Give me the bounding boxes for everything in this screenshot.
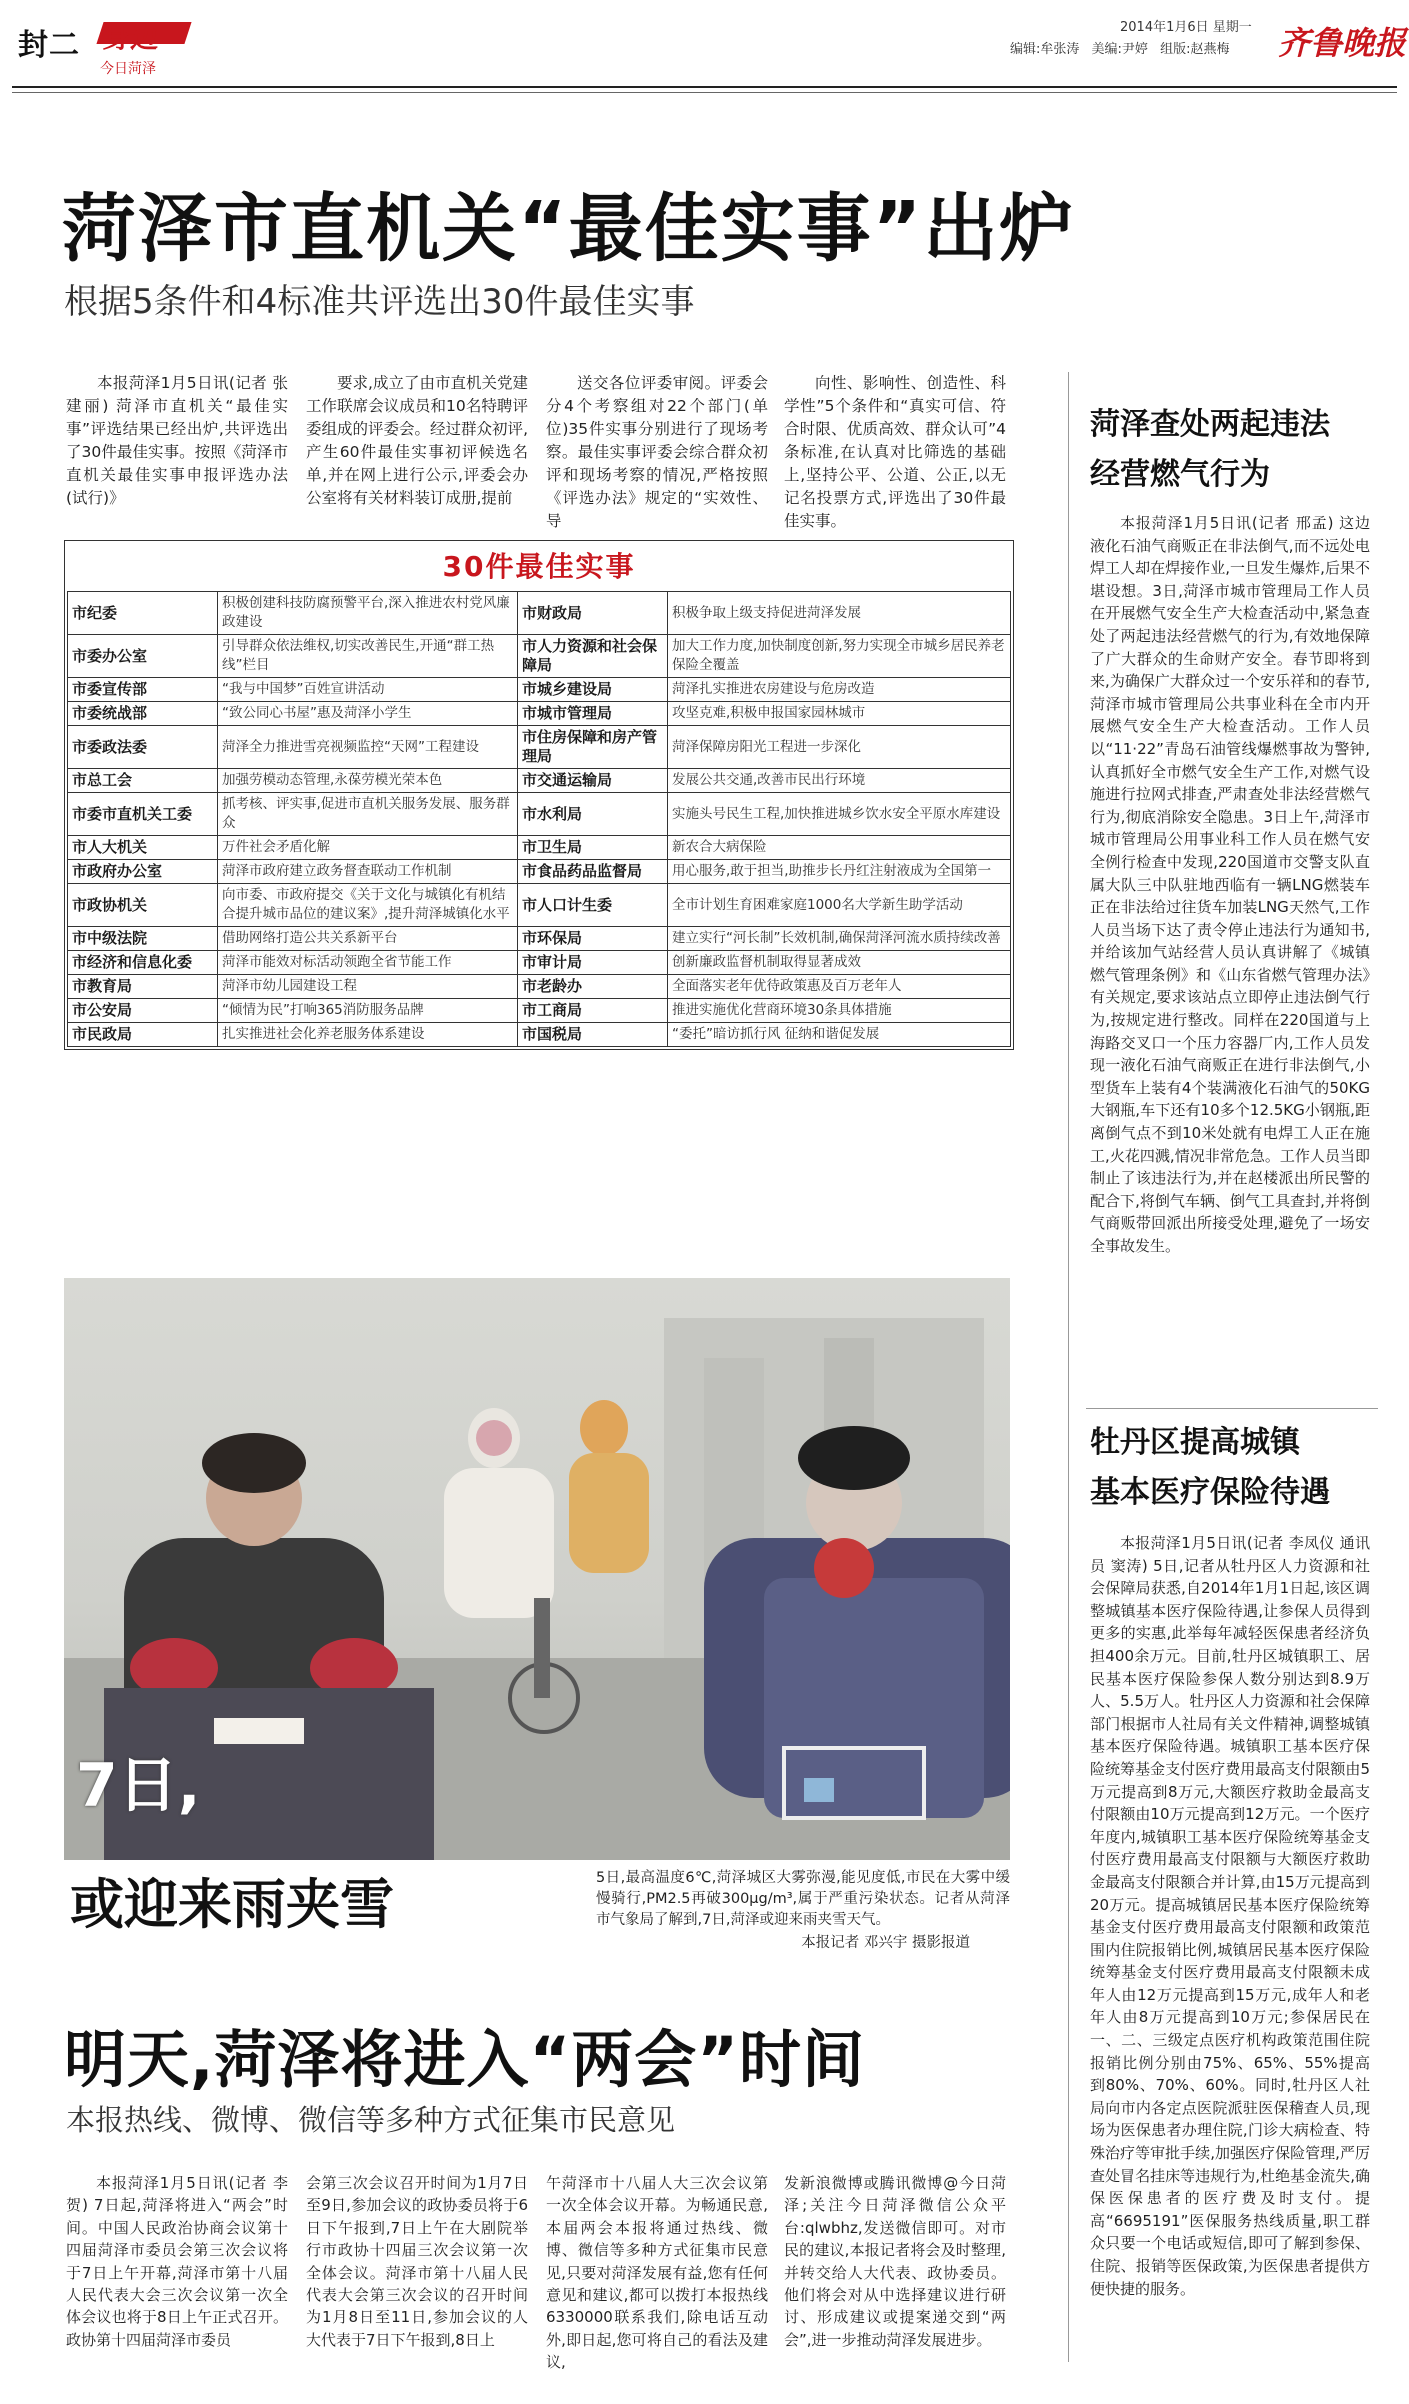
table-cell-department: 市纪委 bbox=[68, 592, 218, 635]
table-cell-department: 市政府办公室 bbox=[68, 860, 218, 884]
table-cell-department: 市人口计生委 bbox=[518, 884, 668, 927]
sidebar-separator bbox=[1086, 1408, 1378, 1409]
table-cell-department: 市委办公室 bbox=[68, 635, 218, 678]
table-row bbox=[68, 702, 1011, 726]
section-label: 封二 bbox=[18, 28, 80, 63]
table-cell-department: 市住房保障和房产管理局 bbox=[518, 726, 668, 769]
table-cell-deed: “致公同心书屋”惠及菏泽小学生 bbox=[218, 702, 518, 726]
weather-big-title-1: 7日, bbox=[76, 1751, 201, 1821]
table-cell-deed: 全市计划生育困难家庭1000名大学新生助学活动 bbox=[668, 884, 1011, 927]
table-cell-deed: 全面落实老年优待政策惠及百万老年人 bbox=[668, 975, 1011, 999]
table-cell-deed: 加大工作力度,加快制度创新,努力实现全市城乡居民养老保险全覆盖 bbox=[668, 635, 1011, 678]
bottom-column-3: 午菏泽市十八届人大三次会议第一次全体会议开幕。为畅通民意,本届两会本报将通过热线、微博、微信等多种方式征集市民意见,只要对菏泽发展有益,您有任何意见和建议,都可以拨打本报热线6330000联系我们,除电话互动外,即日起,您可将自己的看法及建议, bbox=[546, 2174, 768, 2372]
masthead bbox=[0, 0, 1409, 90]
table-cell-deed: 向市委、市政府提交《关于文化与城镇化有机结合提升城市品位的建议案》,提升菏泽城镇化水平 bbox=[218, 884, 518, 927]
sidebar2-body: 本报菏泽1月5日讯(记者 李凤仪 通讯员 窦涛) 5日,记者从牡丹区人力资源和社会保障局获悉,自2014年1月1日起,该区调整城镇基本医疗保险待遇,让参保人员得到更多的实惠,此举每年减轻医保患者经济负担400余万元。目前,牡丹区城镇职工、居民基本医疗保险参保人数分别达到8.9万人、5.5万人。牡丹区人力资源和社会保障部门根据市人社局有关文件精神,调整城镇基本医疗保险待遇。城镇职工基本医疗保险统筹基金支付医疗费用最高支付限额由5万元提高到8万元,大额医疗救助金最高支付限额由10万元提高到12万元。一个医疗年度内,城镇职工基本医疗保险统筹基金支付医疗费用最高支付限额与大额医疗救助金最高支付限额合并计算,由15万元提高到20万元。提高城镇居民基本医疗保险统筹基金支付医疗费用最高支付限额和政策范围内住院报销比例,城镇居民基本医疗保险统筹基金支付医疗费用最高支付限额未成年人由12万元提高到15万元,成年人和老年人由8万元提高到10万元;参保居民在一、二、三级定点医疗机构政策范围住院报销比例分别由75%、65%、55%提高到80%、70%、60%。同时,牡丹区人社局向市内各定点医院派驻医保稽查人员,现场为医保患者办理住院,门诊大病检查、特殊治疗等审批手续,加强医疗保险管理,严厉查处冒名挂床等违规行为,杜绝基金流失,确保医保患者的医疗费及时支付。提高“6695191”医保服务热线质量,职工群众只要一个电话或短信,即可了解到参保、住院、报销等医保政策,为医保患者提供方便快捷的服务。 bbox=[1090, 1534, 1370, 2298]
table-cell-department: 市委宣传部 bbox=[68, 678, 218, 702]
table-cell-deed: 引导群众依法维权,切实改善民生,开通“群工热线”栏目 bbox=[218, 635, 518, 678]
table-row bbox=[68, 836, 1011, 860]
table-cell-department: 市卫生局 bbox=[518, 836, 668, 860]
masthead-rule bbox=[12, 86, 1397, 88]
table-cell-deed: “委托”暗访抓行风 征纳和谐促发展 bbox=[668, 1023, 1011, 1047]
table-cell-deed: 菏泽市能效对标活动领跑全省节能工作 bbox=[218, 951, 518, 975]
main-subheadline: 根据5条件和4标准共评选出30件最佳实事 bbox=[64, 282, 695, 322]
sidebar2-title: 牡丹区提高城镇 基本医疗保险待遇 bbox=[1090, 1425, 1330, 1510]
section-tag: 身边 今日菏泽 bbox=[82, 14, 192, 70]
table-row bbox=[68, 793, 1011, 836]
bottom-subheadline: 本报热线、微博、微信等多种方式征集市民意见 bbox=[66, 2103, 676, 2137]
table-row bbox=[68, 927, 1011, 951]
table-cell-deed: 抓考核、评实事,促进市直机关服务发展、服务群众 bbox=[218, 793, 518, 836]
table-cell-deed: 菏泽全力推进雪亮视频监控“天网”工程建设 bbox=[218, 726, 518, 769]
table-cell-department: 市食品药品监督局 bbox=[518, 860, 668, 884]
table-cell-department: 市工商局 bbox=[518, 999, 668, 1023]
table-cell-deed: 菏泽市幼儿园建设工程 bbox=[218, 975, 518, 999]
table-cell-deed: 万件社会矛盾化解 bbox=[218, 836, 518, 860]
table-cell-department: 市城乡建设局 bbox=[518, 678, 668, 702]
lead-column-4: 向性、影响性、创造性、科学性”5个条件和“真实可信、符合时限、优质高效、群众认可”4条标准,在认真对比筛选的基础上,坚持公平、公道、公正,以无记名投票方式,评选出了30件最佳实事。 bbox=[784, 374, 1006, 530]
table-cell-deed: 菏泽市政府建立政务督查联动工作机制 bbox=[218, 860, 518, 884]
table-row bbox=[68, 860, 1011, 884]
sidebar-divider bbox=[1068, 372, 1069, 2362]
table-cell-deed: 建立实行“河长制”长效机制,确保菏泽河流水质持续改善 bbox=[668, 927, 1011, 951]
table-cell-department: 市中级法院 bbox=[68, 927, 218, 951]
bottom-column-2: 会第三次会议召开时间为1月7日至9日,参加会议的政协委员将于6日下午报到,7日上午在大剧院举行市政协十四届三次会议第一次全体会议。菏泽市第十八届人民代表大会第三次会议的召开时间为1月8日至11日,参加会议的人大代表于7日下午报到,8日上 bbox=[306, 2174, 528, 2349]
lead-column-3: 送交各位评委审阅。评委会分4个考察组对22个部门(单位)35件实事分别进行了现场考察。最佳实事评委会综合群众初评和现场考察的情况,严格按照《评选办法》规定的“实效性、导 bbox=[546, 374, 768, 530]
table-cell-deed: “倾情为民”打响365消防服务品牌 bbox=[218, 999, 518, 1023]
masthead-date: 2014年1月6日 星期一 bbox=[1120, 20, 1252, 35]
table-cell-deed: 积极创建科技防腐预警平台,深入推进农村党风廉政建设 bbox=[218, 592, 518, 635]
table-cell-department: 市城市管理局 bbox=[518, 702, 668, 726]
table-cell-deed: “我与中国梦”百姓宣讲活动 bbox=[218, 678, 518, 702]
sidebar1-title: 菏泽查处两起违法 经营燃气行为 bbox=[1090, 407, 1330, 492]
bottom-column-4: 发新浪微博或腾讯微博@今日菏泽;关注今日菏泽微信公众平台:qlwbhz,发送微信即可。对市民的建议,本报记者将会及时整理,并转交给人大代表、政协委员。他们将会对从中选择建议进行研讨、形成建议或提案递交到“两会”,进一步推动菏泽发展进步。 bbox=[784, 2174, 1006, 2349]
table-row bbox=[68, 769, 1011, 793]
table-cell-department: 市交通运输局 bbox=[518, 769, 668, 793]
photo-illustration bbox=[64, 1278, 1010, 1860]
table-cell-deed: 菏泽扎实推进农房建设与危房改造 bbox=[668, 678, 1011, 702]
weather-caption: 5日,最高温度6℃,菏泽城区大雾弥漫,能见度低,市民在大雾中缓慢骑行,PM2.5再破300μg/m³,属于严重污染状态。记者从菏泽市气象局了解到,7日,菏泽或迎来雨夹雪天气。 本报记者 邓兴宇 摄影报道 bbox=[596, 1870, 1010, 1951]
masthead-editors: 编辑:牟张涛 美编:尹婷 组版:赵燕梅 bbox=[1010, 42, 1230, 57]
table-row bbox=[68, 726, 1011, 769]
sidebar1-body: 本报菏泽1月5日讯(记者 邢孟) 这边液化石油气商贩正在非法倒气,而不远处电焊工人却在焊接作业,一旦发生爆炸,后果不堪设想。3日,菏泽市城市管理局工作人员在开展燃气安全生产大检查活动中,紧急查处了两起违法经营燃气的行为,有效地保障了广大群众的生命财产安全。春节即将到来,为确保广大群众过一个安乐祥和的春节,菏泽市城市管理局公共事业科在全市内开展燃气安全生产大检查活动。工作人员以“11·22”青岛石油管线爆燃事故为警钟,认真抓好全市燃气安全生产工作,对燃气设施进行拉网式排查,严肃查处非法经营燃气行为,彻底消除安全隐患。3日上午,菏泽市城市管理局公用事业科工作人员在燃气安全例行检查中发现,220国道市交警支队直属大队三中队驻地西临有一辆LNG燃装车正在非法给过往货车加装LNG天然气,工作人员当场下达了责令停止违法行为通知书,并给该加气站经营人员认真讲解了《城镇燃气管理条例》和《山东省燃气管理办法》有关规定,要求该站点立即停止违法倒气行为,按规定进行整改。同样在220国道与上海路交叉口一个压力容器厂内,工作人员发现一液化石油气商贩正在进行非法倒气,小型货车上装有4个装满液化石油气的50KG大钢瓶,车下还有10多个12.5KG小钢瓶,距离倒气点不到10米处就有电焊工人正在施工,火花四溅,情况非常危急。工作人员当即制止了该违法行为,并在赵楼派出所民警的配合下,将倒气车辆、倒气工具查封,并将倒气商贩带回派出所接受处理,避免了一场安全事故发生。 bbox=[1090, 514, 1370, 1255]
table-cell-deed: 加强劳模动态管理,永葆劳模光荣本色 bbox=[218, 769, 518, 793]
table-row bbox=[68, 678, 1011, 702]
table-cell-department: 市人力资源和社会保障局 bbox=[518, 635, 668, 678]
table-cell-department: 市环保局 bbox=[518, 927, 668, 951]
lead-column-2: 要求,成立了由市直机关党建工作联席会议成员和10名特聘评委组成的评委会。经过群众初评,产生60件最佳实事初评候选名单,并在网上进行公示,评委会办公室将有关材料装订成册,提前 bbox=[306, 374, 528, 507]
masthead-rule-thin bbox=[12, 92, 1397, 93]
table-row bbox=[68, 975, 1011, 999]
best-deeds-table bbox=[67, 591, 1011, 1047]
table-cell-department: 市委统战部 bbox=[68, 702, 218, 726]
weather-big-title-2: 或迎来雨夹雪 bbox=[70, 1873, 394, 1936]
table-cell-deed: 发展公共交通,改善市民出行环境 bbox=[668, 769, 1011, 793]
table-cell-deed: 推进实施优化营商环境30条具体措施 bbox=[668, 999, 1011, 1023]
bottom-headline: 明天,菏泽将进入“两会”时间 bbox=[64, 2023, 866, 2096]
main-headline: 菏泽市直机关“最佳实事”出炉 bbox=[62, 186, 1076, 272]
table-cell-deed: 用心服务,敢于担当,助推步长丹红注射液成为全国第一 bbox=[668, 860, 1011, 884]
table-row bbox=[68, 635, 1011, 678]
table-cell-department: 市公安局 bbox=[68, 999, 218, 1023]
table-cell-department: 市委政法委 bbox=[68, 726, 218, 769]
best-deeds-table-title: 30件最佳实事 bbox=[442, 550, 636, 583]
newspaper-logo: 齐鲁晚报 bbox=[1278, 24, 1407, 62]
table-cell-department: 市经济和信息化委 bbox=[68, 951, 218, 975]
table-cell-deed: 实施头号民生工程,加快推进城乡饮水安全平原水库建设 bbox=[668, 793, 1011, 836]
table-cell-deed: 菏泽保障房阳光工程进一步深化 bbox=[668, 726, 1011, 769]
table-cell-department: 市政协机关 bbox=[68, 884, 218, 927]
lead-column-1: 本报菏泽1月5日讯(记者 张建丽) 菏泽市直机关“最佳实事”评选结果已经出炉,共评选出了30件最佳实事。按照《菏泽市直机关最佳实事申报评选办法(试行)》 bbox=[66, 374, 288, 507]
table-row bbox=[68, 951, 1011, 975]
table-cell-deed: 新农合大病保险 bbox=[668, 836, 1011, 860]
table-cell-deed: 创新廉政监督机制取得显著成效 bbox=[668, 951, 1011, 975]
table-cell-deed: 借助网络打造公共关系新平台 bbox=[218, 927, 518, 951]
table-cell-department: 市教育局 bbox=[68, 975, 218, 999]
table-cell-department: 市审计局 bbox=[518, 951, 668, 975]
best-deeds-table-box bbox=[64, 540, 1014, 1050]
table-cell-deed: 积极争取上级支持促进菏泽发展 bbox=[668, 592, 1011, 635]
table-cell-deed: 攻坚克难,积极申报国家园林城市 bbox=[668, 702, 1011, 726]
table-row bbox=[68, 999, 1011, 1023]
fog-cyclists-photo bbox=[64, 1278, 1010, 1860]
table-cell-department: 市人大机关 bbox=[68, 836, 218, 860]
table-cell-department: 市委市直机关工委 bbox=[68, 793, 218, 836]
table-cell-department: 市总工会 bbox=[68, 769, 218, 793]
table-cell-department: 市财政局 bbox=[518, 592, 668, 635]
bottom-column-1: 本报菏泽1月5日讯(记者 李贺) 7日起,菏泽将进入“两会”时间。中国人民政治协商会议第十四届菏泽市委员会第三次会议将于7日上午开幕,菏泽市第十八届人民代表大会三次会议第一次全体会议也将于8日上午正式召开。政协第十四届菏泽市委员 bbox=[66, 2174, 288, 2349]
table-cell-department: 市民政局 bbox=[68, 1023, 218, 1047]
table-cell-department: 市老龄办 bbox=[518, 975, 668, 999]
table-cell-deed: 扎实推进社会化养老服务体系建设 bbox=[218, 1023, 518, 1047]
table-cell-department: 市水利局 bbox=[518, 793, 668, 836]
table-cell-department: 市国税局 bbox=[518, 1023, 668, 1047]
table-row bbox=[68, 884, 1011, 927]
table-row bbox=[68, 1023, 1011, 1047]
table-row bbox=[68, 592, 1011, 635]
